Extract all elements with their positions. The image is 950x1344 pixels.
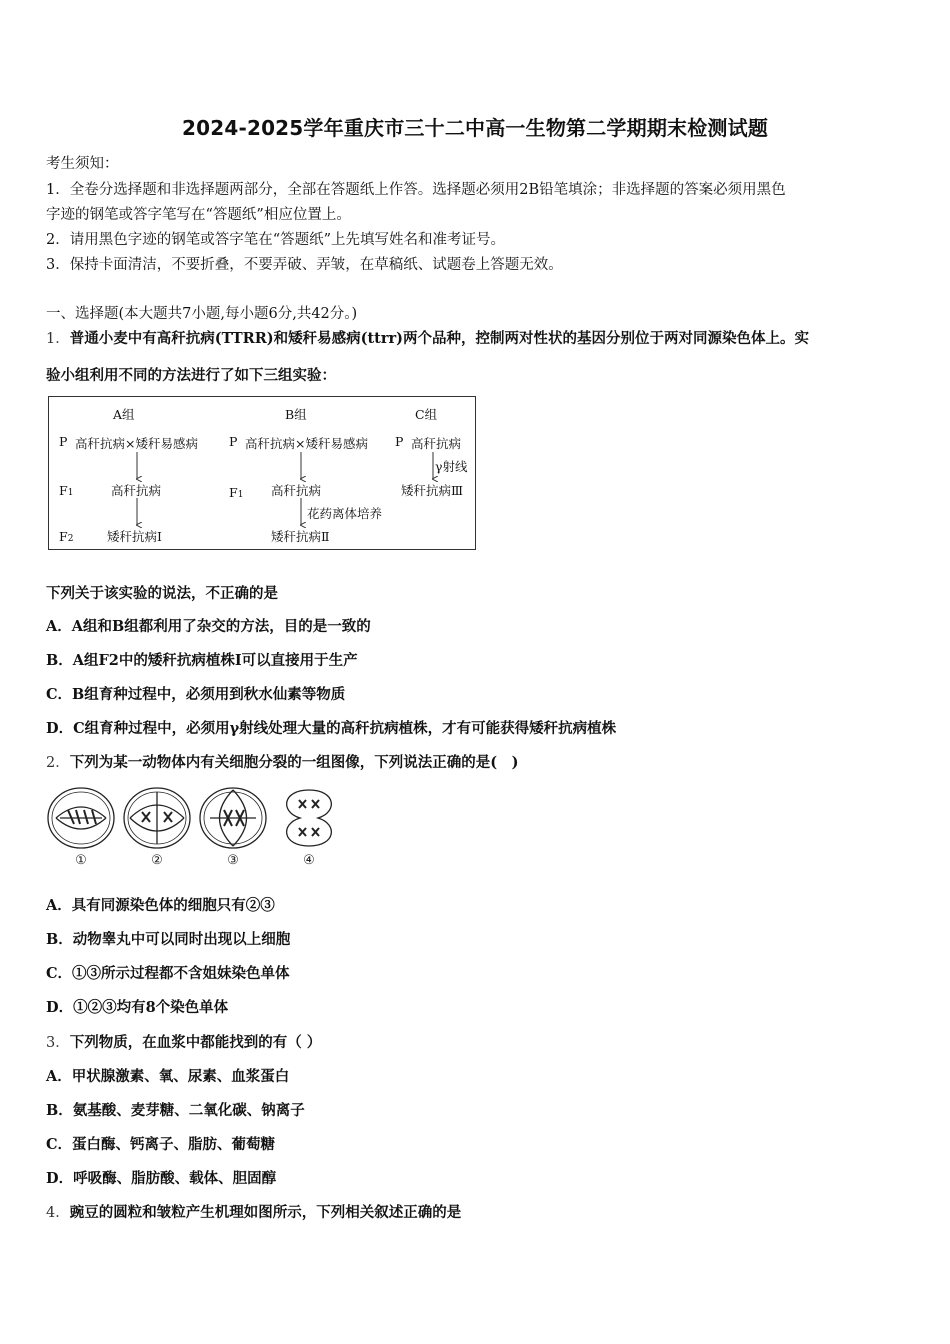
- cell-division-figures: [46, 784, 336, 870]
- cell-label-4: ④: [303, 853, 315, 868]
- q3-option-a: A．甲状腺激素、氧、尿素、血浆蛋白: [46, 1068, 290, 1085]
- diagram-arrows: [49, 397, 477, 551]
- q3-number: 3．: [46, 1035, 70, 1051]
- b-f1: 高秆抗病: [271, 483, 322, 498]
- cell-figure-3: [200, 788, 266, 848]
- notice-item-2: 2．请用黑色字迹的钢笔或答字笔在“答题纸”上先填写姓名和准考证号。: [46, 232, 506, 248]
- b-method-anther-culture: 花药离体培养: [307, 506, 383, 521]
- q2-option-c: C．①③所示过程都不含姐妹染色单体: [46, 965, 290, 982]
- c-result: 矮秆抗病Ⅲ: [401, 483, 464, 498]
- notice-heading: 考生须知：: [46, 156, 119, 172]
- cell-figure-2: [124, 788, 190, 848]
- c-method-gamma: γ射线: [435, 459, 468, 474]
- q1-option-b: B．A组F2中的矮秆抗病植株Ⅰ可以直接用于生产: [46, 652, 358, 669]
- f2-label-a: F2: [59, 529, 74, 544]
- q3-stem-text: 下列物质，在血浆中都能找到的有（ ）: [69, 1034, 322, 1051]
- notice-item-1-cont: 字迹的钢笔或答字笔写在“答题纸”相应位置上。: [46, 207, 351, 223]
- p-label-a: P: [59, 434, 68, 449]
- q1-stem-text: 普通小麦中有高秆抗病(TTRR)和矮秆易感病(ttrr)两个品种，控制两对性状的基因分别位于两对同源染色体上。实: [69, 330, 810, 347]
- page-title: 2024-2025学年重庆市三十二中高一生物第二学期期末检测试题: [181, 116, 769, 140]
- a-f2: 矮秆抗病Ⅰ: [107, 529, 162, 544]
- q2-stem: [46, 751, 518, 772]
- a-parent-cross: 高秆抗病×矮秆易感病: [75, 436, 198, 451]
- cell-label-3: ③: [227, 853, 239, 868]
- b-parent-cross: 高秆抗病×矮秆易感病: [245, 436, 368, 451]
- q2-option-d: D．①②③均有8个染色单体: [46, 999, 229, 1016]
- q1-number: 1．: [46, 331, 70, 347]
- q2-option-b: B．动物睾丸中可以同时出现以上细胞: [46, 931, 291, 948]
- cell-label-1: ①: [75, 853, 87, 868]
- notice-item-3: 3．保持卡面清洁，不要折叠，不要弄破、弄皱，在草稿纸、试题卷上答题无效。: [46, 257, 563, 273]
- notice-item-1: 1．全卷分选择题和非选择题两部分，全部在答题纸上作答。选择题必须用2B铅笔填涂；非选择题的答案必须用黑色: [46, 182, 786, 198]
- q4-number: 4．: [46, 1205, 70, 1221]
- p-label-c: P: [395, 434, 404, 449]
- q2-option-a: A．具有同源染色体的细胞只有②③: [46, 897, 275, 914]
- f1-label-a: F1: [59, 483, 74, 498]
- group-a-label: A组: [113, 407, 135, 422]
- breeding-diagram: [48, 396, 476, 550]
- cell-figure-4: [287, 790, 332, 846]
- b-result: 矮秆抗病Ⅱ: [271, 529, 330, 544]
- q2-number: 2．: [46, 755, 70, 771]
- q3-stem: [46, 1031, 321, 1052]
- section-heading: 一、选择题(本大题共7小题,每小题6分,共42分。): [46, 306, 358, 322]
- group-c-label: C组: [415, 407, 438, 422]
- group-b-label: B组: [285, 407, 307, 422]
- a-f1: 高秆抗病: [111, 483, 162, 498]
- q1-option-a: A．A组和B组都利用了杂交的方法，目的是一致的: [46, 618, 371, 635]
- q4-stem-text: 豌豆的圆粒和皱粒产生机理如图所示，下列相关叙述正确的是: [69, 1204, 462, 1221]
- cell-label-2: ②: [151, 853, 163, 868]
- q3-option-b: B．氨基酸、麦芽糖、二氧化碳、钠离子: [46, 1102, 305, 1119]
- q1-prompt: 下列关于该实验的说法，不正确的是: [46, 585, 278, 602]
- q3-option-c: C．蛋白酶、钙离子、脂肪、葡萄糖: [46, 1136, 276, 1153]
- q1-option-d: D．C组育种过程中，必须用γ射线处理大量的高秆抗病植株，才有可能获得矮秆抗病植株: [46, 720, 617, 737]
- c-parent: 高秆抗病: [411, 436, 462, 451]
- q1-stem: [46, 327, 809, 348]
- cell-figure-1: [48, 788, 114, 848]
- q1-stem-cont: 验小组利用不同的方法进行了如下三组实验：: [46, 367, 336, 384]
- q1-option-c: C．B组育种过程中，必须用到秋水仙素等物质: [46, 686, 346, 703]
- q4-stem: [46, 1201, 461, 1222]
- q3-option-d: D．呼吸酶、脂肪酸、载体、胆固醇: [46, 1170, 277, 1187]
- q2-stem-text: 下列为某一动物体内有关细胞分裂的一组图像，下列说法正确的是( ): [69, 754, 519, 771]
- p-label-b: P: [229, 434, 238, 449]
- f1-label-b: F1: [229, 485, 244, 500]
